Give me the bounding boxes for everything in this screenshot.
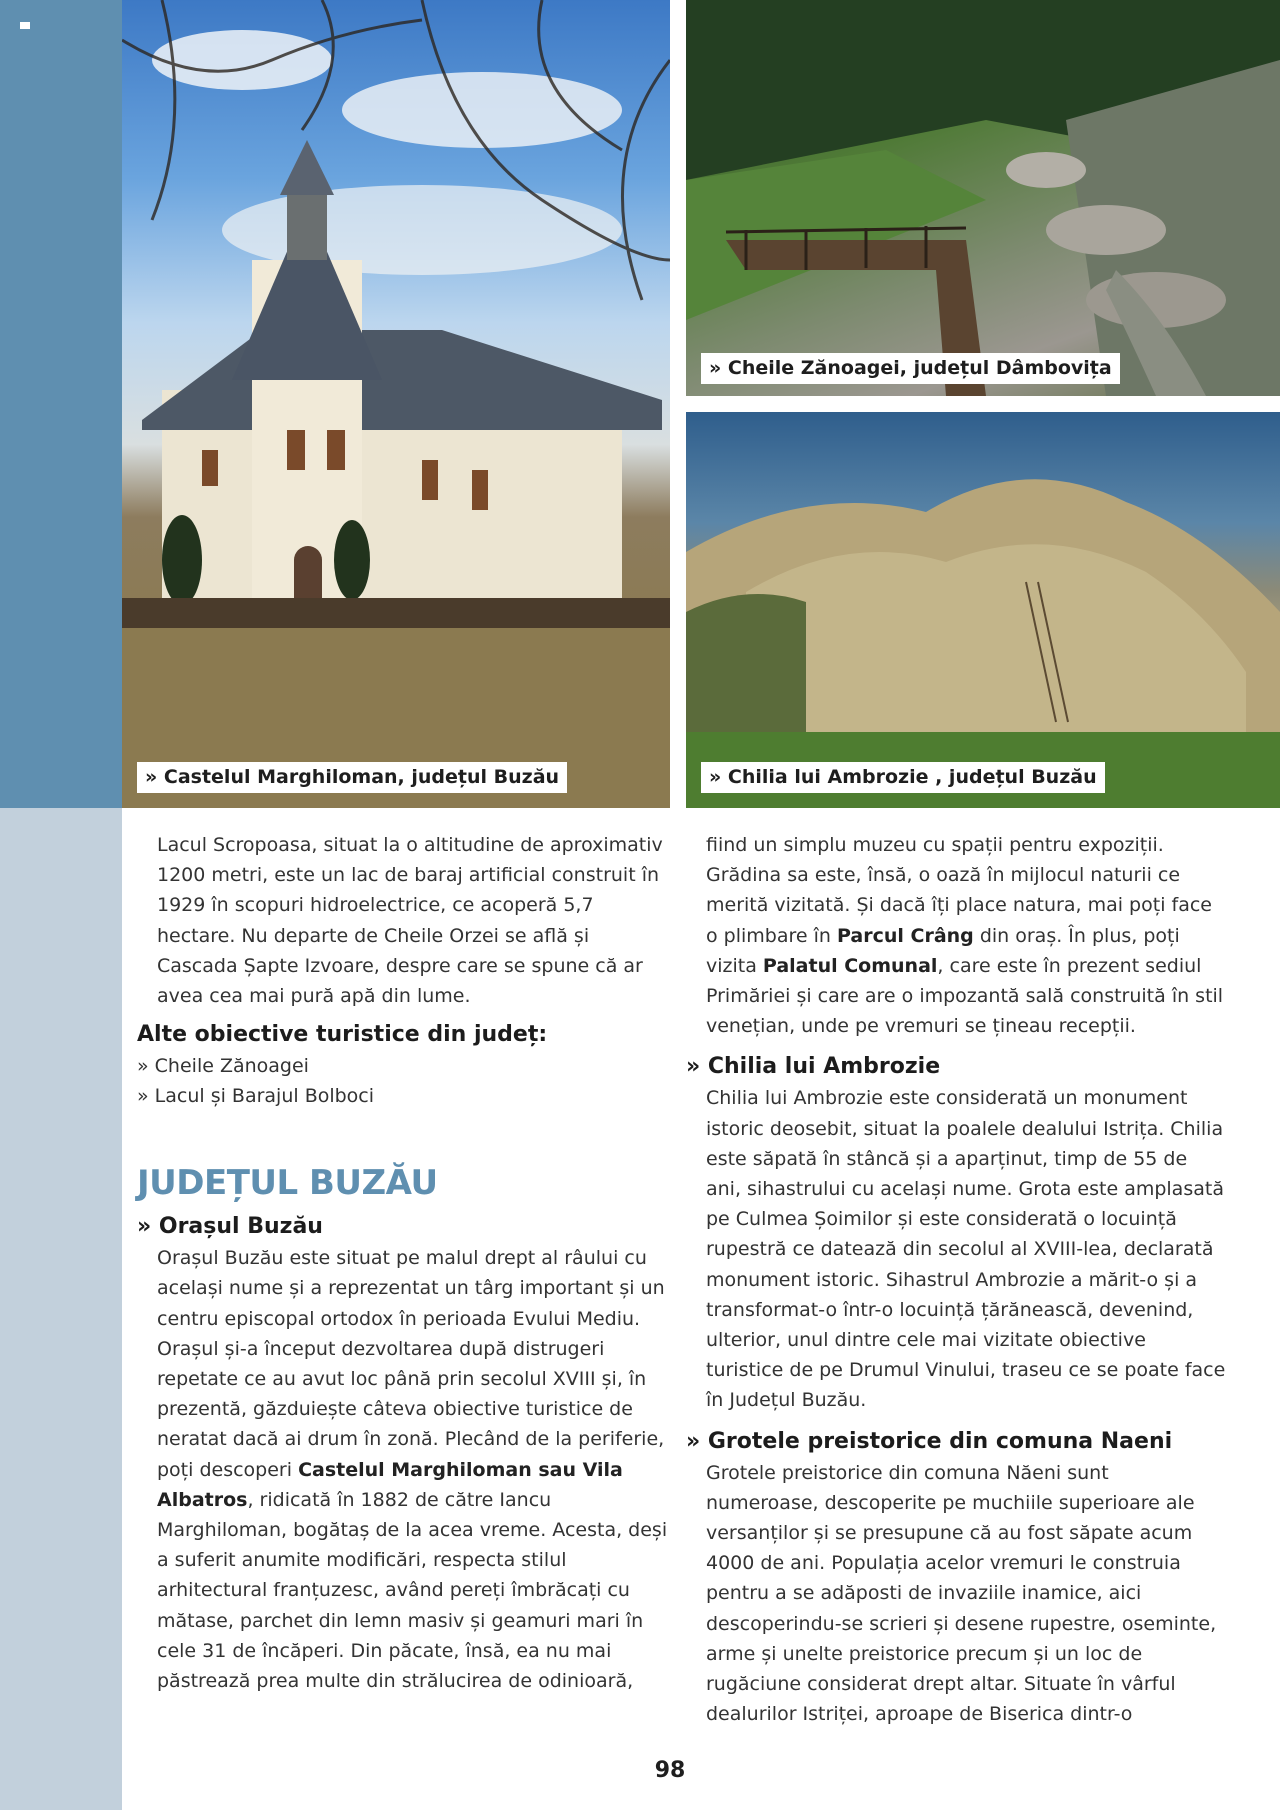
other-objectives-list <box>137 1051 670 1111</box>
city-text-2: , ridicată în 1882 de către Iancu Marghiloman, bogătaș de la acea vreme. Acesta, deși a suferit anumite modificări, respecta stilul arhitectural franțuzesc, având pereți îmbrăcați cu mătase, parchet din lemn masiv și geamuri mari în cele 31 de încăperi. Din păcate, însă, ea nu mai păstrează prea multe din strălucirea de odinioară, <box>157 1488 668 1693</box>
continuation-text-1: fiind un simplu muzeu cu spații pentru expoziții. Grădina sa este, însă, o oază în mijlocul naturii ce merită vizitată. Și dacă îți place natura, mai poți face o plimbare în <box>706 834 1212 947</box>
park-name: Parcul Crâng <box>836 924 974 947</box>
castle-photo <box>122 0 670 808</box>
city-text-1: Orașul Buzău este situat pe malul drept al râului cu același nume și a reprezentat un târg important și un centru episcopal ortodox în perioada Evului Mediu. Orașul și-a început dezvoltarea după distrugeri repetate ce au avut loc până prin secolul XVIII și, în prezentă, găzduiește câteva obiective turistice de neratat dacă ai drum în zonă. Plecând de la periferie, poți descoperi <box>157 1247 665 1481</box>
intro-paragraph: Lacul Scropoasa, situat la o altitudine de aproximativ 1200 metri, este un lac de baraj artificial construit în 1929 în scopuri hidroelectrice, ce acoperă 5,7 hectare. Nu departe de Cheile Orzei se află și Cascada Șapte Izvoare, despre care se spune că ar avea cea mai pură apă din lume. <box>157 834 663 1008</box>
caves-heading: » Grotele preistorice din comuna Naeni <box>686 1428 1173 1454</box>
gorge-caption: » Cheile Zănoagei, județul Dâmbovița <box>701 353 1120 384</box>
castle-name: Castelul Marghiloman sau Vila Albatros <box>157 1458 623 1511</box>
page-number: 98 <box>654 1758 686 1783</box>
castle-caption: » Castelul Marghiloman, județul Buzău <box>137 762 567 793</box>
county-title: JUDEȚUL BUZĂU <box>137 1163 438 1204</box>
hermitage-paragraph: Chilia lui Ambrozie este considerată un monument istoric deosebit, situat la poalele dealului Istrița. Chilia este săpată în stâncă și a aparținut, timp de 55 de ani, sihastrului cu același nume. Grota este amplasată pe Culmea Șoimilor și este considerată o locuință rupestră ce datează din secolul al XVIII-lea, declarată monument istoric. Sihastrul Ambrozie a mărit-o și a transformat-o într-o locuință țărănească, devenind, ulterior, unul dintre cele mai vizitate obiective turistice de pe Drumul Vinului, traseu ce se poate face în Județul Buzău. <box>706 1087 1226 1412</box>
list-item: » Lacul și Barajul Bolboci <box>137 1085 375 1108</box>
caves-paragraph: Grotele preistorice din comuna Năeni sunt numeroase, descoperite pe muchiile superioare ale versanților și se presupune că au fost săpate acum 4000 de ani. Populația acelor vremuri le construia pentru a se adăposti de invaziile inamice, aici descoperindu-se scrieri și desene rupestre, oseminte, arme și unelte preistorice precum și un loc de rugăciune considerat drept altar. Situate în vârful dealurilor Istriței, aproape de Biserica dintr-o <box>706 1461 1217 1726</box>
sidebar-band <box>0 0 122 808</box>
flag-icon <box>20 20 30 29</box>
hermitage-photo <box>686 412 1280 808</box>
continuation-text-2: din oraș. În plus, poți vizita <box>706 924 1180 977</box>
castle-illustration <box>122 0 670 808</box>
hermitage-illustration <box>686 412 1280 808</box>
other-objectives-heading: Alte obiective turistice din județ: <box>137 1022 548 1048</box>
gorge-illustration <box>686 0 1280 396</box>
city-heading: » Orașul Buzău <box>137 1214 323 1240</box>
left-column <box>137 830 670 1696</box>
gorge-photo <box>686 0 1280 396</box>
city-paragraph <box>137 1243 670 1696</box>
continuation-paragraph <box>686 830 1226 1041</box>
hermitage-caption: » Chilia lui Ambrozie , județul Buzău <box>701 762 1105 793</box>
right-column <box>686 830 1226 1729</box>
hermitage-heading: » Chilia lui Ambrozie <box>686 1054 941 1080</box>
palace-name: Palatul Comunal <box>762 954 938 977</box>
list-item: » Cheile Zănoagei <box>137 1055 309 1078</box>
continuation-text-3: , care este în prezent sediul Primăriei și care are o impozantă sală construită în stil venețian, unde pe vremuri se țineau recepții. <box>706 954 1224 1038</box>
sidebar-band-lower <box>0 808 122 1810</box>
